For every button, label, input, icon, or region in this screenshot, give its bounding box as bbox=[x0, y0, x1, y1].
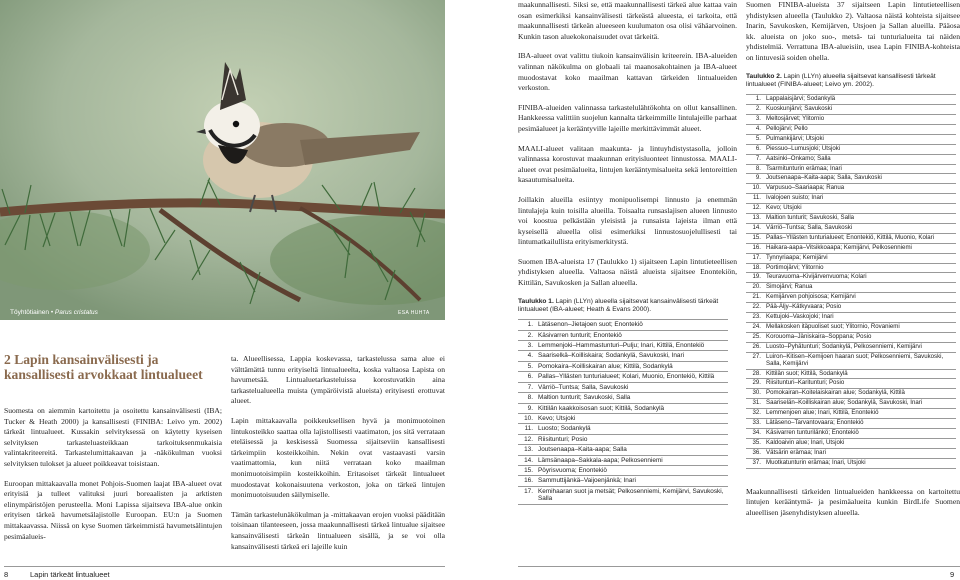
row-area: Kevo; Utsjoki bbox=[764, 204, 956, 214]
table-row bbox=[746, 332, 956, 342]
row-number: 3. bbox=[746, 114, 764, 124]
row-area: Lätäsenon–Jietajoen suot; Enontekiö bbox=[536, 320, 728, 330]
row-area: Joutsenaapa–Kaita-aapa; Salla, Savukoski bbox=[764, 174, 956, 184]
row-area: Riisitunturi; Posio bbox=[536, 434, 728, 444]
table-row bbox=[518, 393, 728, 403]
row-number: 32. bbox=[746, 409, 764, 419]
bird-illustration bbox=[0, 0, 445, 320]
table-row bbox=[746, 438, 956, 448]
row-number: 4. bbox=[746, 124, 764, 134]
table-row bbox=[746, 323, 956, 333]
table-row bbox=[746, 389, 956, 399]
row-number: 3. bbox=[518, 341, 536, 351]
row-area: Pallas–Yllästen tunturialueet; Kolari, Muonio, Enontekiö, Kittilä bbox=[536, 372, 728, 382]
row-number: 34. bbox=[746, 428, 764, 438]
row-area: Pomokairan–Koitelaiskairan alue; Sodankylä, Kittilä bbox=[764, 389, 956, 399]
table-row bbox=[746, 409, 956, 419]
row-number: 19. bbox=[746, 273, 764, 283]
row-number: 15. bbox=[518, 465, 536, 475]
row-area: Kittilän kaakkoisosan suot; Kittilä, Sodankylä bbox=[536, 403, 728, 413]
table2-label: Taulukko 2. bbox=[746, 72, 782, 80]
table-row bbox=[518, 424, 728, 434]
row-area: Aatsinki–Onkamo; Salla bbox=[764, 154, 956, 164]
table-row bbox=[518, 455, 728, 465]
row-number: 27. bbox=[746, 352, 764, 369]
row-number: 31. bbox=[746, 399, 764, 409]
table-row bbox=[518, 434, 728, 444]
left-paragraph-1: Suomesta on aiemmin kartoitettu ja osoitettu kansainvälisesti (IBA; Tucker & Heath 2000) ja kansallisesti (FINIBA: Leivo ym. 2002) tärkeät lintualueet. Kussakin selvityksessä on käytetty kyseisen selvityksen tarkasteluasteikkaan tarkoituksenmukaisia valintakriteereitä. Tarkastelumittakaavan ja -näkökulman vuoksi selvityksen tulokset ja alueet poikkeavat toisistaan. bbox=[4, 406, 222, 468]
table-row bbox=[518, 465, 728, 475]
row-area: Lätäseno–Tarvantovaara; Enontekiö bbox=[764, 419, 956, 429]
row-number: 37. bbox=[746, 458, 764, 468]
row-area: Portimojärvi; Ylitornio bbox=[764, 263, 956, 273]
row-area: Pöyrisvuoma; Enontekiö bbox=[536, 465, 728, 475]
row-area: Mellakosken itäpuoliset suot; Ylitornio, Rovaniemi bbox=[764, 323, 956, 333]
row-area: Lämsänaapa–Sakkala-aapa; Pelkosenniemi bbox=[536, 455, 728, 465]
table-row bbox=[518, 403, 728, 413]
table-row bbox=[518, 320, 728, 330]
row-number: 23. bbox=[746, 313, 764, 323]
table-row bbox=[746, 283, 956, 293]
row-area: Kittilän suot; Kittilä, Sodankylä bbox=[764, 369, 956, 379]
right-page-number: 9 bbox=[950, 570, 955, 579]
row-number: 21. bbox=[746, 293, 764, 303]
row-number: 22. bbox=[746, 303, 764, 313]
table1-caption bbox=[518, 298, 737, 316]
table2-caption-text: Lapin (LLYn) alueella sijaitsevat kansallisesti tärkeät lintualueet (FINIBA-alueet; Leivo ym. 2002). bbox=[746, 72, 936, 89]
row-area: Tsarmitunturin erämaa; Inari bbox=[764, 164, 956, 174]
row-number: 13. bbox=[746, 214, 764, 224]
row-area: Joutsenaapa–Kaita-aapa; Salla bbox=[536, 445, 728, 455]
row-number: 16. bbox=[746, 243, 764, 253]
table-row bbox=[746, 303, 956, 313]
table-row bbox=[746, 263, 956, 273]
table-row bbox=[746, 184, 956, 194]
table-row bbox=[518, 351, 728, 361]
row-area: Lappalaisjärvi; Sodankylä bbox=[764, 95, 956, 105]
row-number: 5. bbox=[746, 134, 764, 144]
table-row bbox=[746, 458, 956, 468]
footer-rule-left bbox=[4, 566, 445, 567]
table1-label: Taulukko 1. bbox=[518, 297, 554, 305]
chapter-title: 2 Lapin kansainvälisesti ja kansallisesti arvokkaat lintualueet bbox=[4, 352, 203, 382]
row-area: Kemihaaran suot ja metsät; Pelkosenniemi, Kemijärvi, Savukoski, Salla bbox=[536, 486, 728, 504]
table-row bbox=[746, 273, 956, 283]
table-row bbox=[746, 233, 956, 243]
row-number: 17. bbox=[518, 486, 536, 504]
table-row bbox=[518, 445, 728, 455]
table-row bbox=[746, 154, 956, 164]
row-number: 8. bbox=[746, 164, 764, 174]
row-area: Tynnyriaapa; Kemijärvi bbox=[764, 253, 956, 263]
row-number: 1. bbox=[518, 320, 536, 330]
row-area: Kevo; Utsjoki bbox=[536, 413, 728, 423]
table-row bbox=[746, 164, 956, 174]
row-area: Piessuo–Lumusjoki; Utsjoki bbox=[764, 144, 956, 154]
row-number: 25. bbox=[746, 332, 764, 342]
row-area: Luosto; Sodankylä bbox=[536, 424, 728, 434]
table-row bbox=[518, 341, 728, 351]
row-area: Kettujoki–Vaskojoki; Inari bbox=[764, 313, 956, 323]
row-area: Lemmenjoen alue; Inari, Kittilä, Enontekiö bbox=[764, 409, 956, 419]
col3-paragraph-5: Joillakin alueilla esiintyy monipuolisempi linnusto ja enemmän lintulajeja kuin toisilla alueilla. Toisaalta runsaslajisen alueen linnusto voi koostua pelkästään yleisistä ja runsaista lajeista ilman että kyseisellä alueella olisi esimerkiksi linnustosuojelullisesti tai lintumatkailullista erityismerkitystä. bbox=[518, 194, 737, 247]
table-row bbox=[746, 352, 956, 369]
table-row bbox=[746, 134, 956, 144]
table-row bbox=[746, 448, 956, 458]
caption-latin-name: Parus cristatus bbox=[54, 309, 98, 316]
row-area: Saariselän–Koilliskairan alue; Sodankylä, Savukoski, Inari bbox=[764, 399, 956, 409]
row-number: 12. bbox=[746, 204, 764, 214]
row-area: Teuravuoma–Kivijärvenvuoma; Kolari bbox=[764, 273, 956, 283]
row-area: Värriö–Tuntsa; Salla, Savukoski bbox=[764, 223, 956, 233]
row-number: 13. bbox=[518, 445, 536, 455]
table-row bbox=[746, 419, 956, 429]
table-row bbox=[518, 476, 728, 486]
row-number: 9. bbox=[518, 403, 536, 413]
table1 bbox=[518, 319, 728, 504]
row-number: 16. bbox=[518, 476, 536, 486]
row-area: Korouoma–Jäniskaira–Soppana; Posio bbox=[764, 332, 956, 342]
row-number: 6. bbox=[746, 144, 764, 154]
row-number: 8. bbox=[518, 393, 536, 403]
row-number: 7. bbox=[518, 382, 536, 392]
col2-paragraph-3: Tämän tarkastelunäkökulman ja -mittakaavan erojen vuoksi pääditään toisinaan tilanteeseen, jossa maakunnallisesti tärkeä lintualue sijaitsee kansainvälisesti tärkeän lintualueen sisällä, ja se voi olla kansainvälisesti tärkeä eri lajeille kuin bbox=[231, 509, 445, 551]
row-area: Pallas–Yllästen tunturialueet; Enontekiö, Kittilä, Muonio, Kolari bbox=[764, 233, 956, 243]
footer-rule-right bbox=[518, 566, 960, 567]
col3-paragraph-2: IBA-alueet ovat valittu tiukoin kansainvälisin kriteerein. IBA-alueiden valinnan näkökulma on globaali tai maanosakohtainen ja IBA-alueet muodostavat koko maailman kattavan tärkeiden lintualueiden verkoston. bbox=[518, 51, 737, 93]
col3-paragraph-4: MAALI-alueet valitaan maakunta- ja lintuyhdistystasolla, jolloin valinnassa korostuvat maakunnan erityisluonteet linnustossa. MAALI-alueet ovat pesimäalueita, lintujen kerääntymisalueita sekä lentoreittien kasautumisalueita. bbox=[518, 143, 737, 185]
row-area: Sammuttijänkä–Vaijoenjänkä; Inari bbox=[536, 476, 728, 486]
row-area: Lemmenjoki–Hammastunturi–Pulju; Inari, Kittilä, Enontekiö bbox=[536, 341, 728, 351]
crested-tit-photo bbox=[0, 0, 445, 320]
table2-caption bbox=[746, 73, 960, 91]
running-title: Lapin tärkeät lintualueet bbox=[30, 570, 110, 579]
row-number: 29. bbox=[746, 379, 764, 389]
row-number: 12. bbox=[518, 434, 536, 444]
row-area: Pomokaira–Koilliskairan alue; Kittilä, Sodankylä bbox=[536, 361, 728, 371]
row-area: Kuoskunjärvi; Savukoski bbox=[764, 105, 956, 115]
row-number: 17. bbox=[746, 253, 764, 263]
row-area: Vätsärin erämaa; Inari bbox=[764, 448, 956, 458]
second-column bbox=[231, 354, 445, 561]
row-area: Kemijärven pohjoisosa; Kemijärvi bbox=[764, 293, 956, 303]
table-row bbox=[746, 204, 956, 214]
table-row bbox=[746, 194, 956, 204]
left-paragraph-2: Euroopan mittakaavalla monet Pohjois-Suomen laajat IBA-alueet ovat erityisiä ja tulleet valituksi juuri boreaalisten ja arktisten elinympäristöjen perusteella. Moni Lapissa sijaitseva IBA-alue onkin erityisen tärkeä havumetsälajistolle Euroopan. EU:n ja Suomen mittakaavassa. Niissä on kyse Suomen tärkeimmistä havumetsälintujen pesimäalueis- bbox=[4, 478, 222, 541]
col3-paragraph-3: FINIBA-alueiden valinnassa tarkastelulähtökohta on ollut kansallinen. Hankkeessa valittiin suojelun kannalta tärkeimmille lintulajeille parhaat pesimäalueet ja kerääntyville lajeille merkittävimmät alueet. bbox=[518, 102, 737, 133]
row-area: Käsivarren tunturit; Enontekiö bbox=[536, 330, 728, 340]
row-number: 4. bbox=[518, 351, 536, 361]
row-number: 5. bbox=[518, 361, 536, 371]
row-number: 10. bbox=[746, 184, 764, 194]
row-number: 6. bbox=[518, 372, 536, 382]
row-area: Muotkatunturin erämaa; Inari, Utsjoki bbox=[764, 458, 956, 468]
third-column bbox=[518, 0, 737, 505]
row-area: Ivalojoen suisto; Inari bbox=[764, 194, 956, 204]
photo-caption bbox=[10, 309, 98, 316]
row-number: 33. bbox=[746, 419, 764, 429]
left-column bbox=[4, 406, 222, 551]
row-number: 35. bbox=[746, 438, 764, 448]
table-row bbox=[746, 293, 956, 303]
row-area: Meltosjärvet; Ylitornio bbox=[764, 114, 956, 124]
table-row bbox=[746, 223, 956, 233]
table-row bbox=[746, 174, 956, 184]
caption-separator: • bbox=[49, 309, 55, 316]
row-number: 36. bbox=[746, 448, 764, 458]
row-area: Käsivarren tunturilänkö; Enontekiö bbox=[764, 428, 956, 438]
table-row bbox=[518, 372, 728, 382]
table2 bbox=[746, 94, 956, 468]
col2-paragraph-1: ta. Alueellisessa, Lappia koskevassa, tarkastelussa sama alue ei välttämättä tunnu erityiseltä lintualueelta, koska valtaosa Lapista on havumetsää. Lintualuetarkasteluissa korostuvatkin aina tarkastelualueella muista (ympäröivistä alueista) erityisesti erottuvat alueet. bbox=[231, 354, 445, 406]
row-number: 11. bbox=[518, 424, 536, 434]
fourth-column bbox=[746, 0, 960, 527]
table-row bbox=[518, 361, 728, 371]
row-number: 2. bbox=[518, 330, 536, 340]
row-number: 14. bbox=[518, 455, 536, 465]
caption-common-name: Töyhtötiainen bbox=[10, 309, 50, 316]
table-row bbox=[746, 369, 956, 379]
table-row bbox=[518, 413, 728, 423]
row-number: 2. bbox=[746, 105, 764, 115]
row-area: Pellojärvi; Pello bbox=[764, 124, 956, 134]
row-area: Saariselkä–Koilliskaira; Sodankylä, Savukoski, Inari bbox=[536, 351, 728, 361]
table-row bbox=[746, 105, 956, 115]
row-number: 15. bbox=[746, 233, 764, 243]
table-row bbox=[746, 144, 956, 154]
row-number: 10. bbox=[518, 413, 536, 423]
row-area: Maltion tunturit; Savukoski, Salla bbox=[764, 214, 956, 224]
table-row bbox=[746, 379, 956, 389]
table-row bbox=[746, 399, 956, 409]
table-row bbox=[746, 313, 956, 323]
table-row bbox=[746, 243, 956, 253]
left-page-number: 8 bbox=[4, 570, 9, 579]
col3-paragraph-6: Suomen IBA-alueista 17 (Taulukko 1) sijaitseen Lapin lintutieteellisen yhdistyksen alueella. Valtaosa näistä alueista sijaitsee Enontekiön, Kittilän, Savukosken ja Sallan alueella. bbox=[518, 256, 737, 288]
row-number: 14. bbox=[746, 223, 764, 233]
table-row bbox=[518, 382, 728, 392]
row-area: Värriö–Tuntsa; Salla, Savukoski bbox=[536, 382, 728, 392]
table-row bbox=[746, 114, 956, 124]
col4-paragraph-1: Suomen FINIBA-alueista 37 sijaitseen Lapin lintutieteellisen yhdistyksen alueella (Taulukko 2). Valtaosa näistä kohteista sijaitsee Inarin, Savukosken, Kemijärven, Utsjoen ja Sallan alueilla. Pääosa kk. alueista on joko suo-, metsä- tai tunturialueita tai näiden yhdistelmiä. Verrattuna IBA-alueisiin, usea Lapin FINIBA-kohteista on lintuvesiä soiden ohella. bbox=[746, 0, 960, 62]
table-row bbox=[518, 486, 728, 504]
row-number: 20. bbox=[746, 283, 764, 293]
table-row bbox=[746, 214, 956, 224]
table1-caption-text: Lapin (LLYn) alueella sijaitsevat kansainvälisesti tärkeät lintualueet (IBA-alueet; Heath & Evans 2000). bbox=[518, 297, 719, 314]
row-area: Maltion tunturit; Savukoski, Salla bbox=[536, 393, 728, 403]
table-row bbox=[746, 124, 956, 134]
col3-paragraph-1: maakunnallisesti. Siksi se, että maakunnallisesti tärkeä alue kattaa vain osan esimerkiksi kansainvälisesti tärkeästä alueesta, ei tarkoita, että maakunnallisesti tärkeän alueeseen kuulumaton osa olisi vähäarvoinen. Kunkin tason aluekokonaisuudet ovat tärkeitä. bbox=[518, 0, 737, 41]
table-row bbox=[746, 253, 956, 263]
row-number: 18. bbox=[746, 263, 764, 273]
table-row bbox=[746, 95, 956, 105]
table-row bbox=[518, 330, 728, 340]
col2-paragraph-2: Lapin mittakaavalla poikkeuksellisen hyvä ja monimuotoinen lintukosteikko saattaa olla lajistollisesti vaatimaton, jos sitä verrataan eteläisessä ja keskisessä Suomessa sijaitseviin kansallisesti tärkeimpiin kosteikkoihin. Nekin ovat vastaavasti varsin vaatimattomia, kun niitä verrataan koko maailman monimuotoisimpiin kosteikkoihin. Eritasoiset tärkeät lintualueet muodostavat kokonaisuutena verkoston, joka on tärkeä lintujen monimuotoisuuden säilymiselle. bbox=[231, 415, 445, 500]
photo-credit: ESA HUHTA bbox=[398, 310, 430, 316]
row-area: Simojärvi; Ranua bbox=[764, 283, 956, 293]
table-row bbox=[746, 428, 956, 438]
row-area: Pulmankijärvi; Utsjoki bbox=[764, 134, 956, 144]
row-number: 9. bbox=[746, 174, 764, 184]
row-number: 1. bbox=[746, 95, 764, 105]
row-number: 7. bbox=[746, 154, 764, 164]
row-area: Luosto–Pyhätunturi; Sodankylä, Pelkosenniemi, Kemijärvi bbox=[764, 342, 956, 352]
row-number: 11. bbox=[746, 194, 764, 204]
row-area: Kaldoaivin alue; Inari, Utsjoki bbox=[764, 438, 956, 448]
row-area: Haikara-aapa–Vitsikkoaapa; Kemijärvi, Pelkosenniemi bbox=[764, 243, 956, 253]
row-number: 28. bbox=[746, 369, 764, 379]
row-number: 30. bbox=[746, 389, 764, 399]
row-area: Luiron–Kitisen–Kemijoen haaran suot; Pelkosenniemi, Savukoski, Salla, Kemijärvi bbox=[764, 352, 956, 369]
table-row bbox=[746, 342, 956, 352]
row-area: Pää-Äljy–Kätkyvaara; Posio bbox=[764, 303, 956, 313]
row-number: 26. bbox=[746, 342, 764, 352]
row-number: 24. bbox=[746, 323, 764, 333]
row-area: Riisitunturi–Karitunturi; Posio bbox=[764, 379, 956, 389]
col4-paragraph-2: Maakunnallisesti tärkeiden lintualueiden hankkeessa on kartoitettu lintujen kerääntymä- ja pesimäalueita kunkin BirdLife Suomen alueellisen jäsenyhdistyksen alueella. bbox=[746, 486, 960, 517]
row-area: Varpusuo–Saariaapa; Ranua bbox=[764, 184, 956, 194]
